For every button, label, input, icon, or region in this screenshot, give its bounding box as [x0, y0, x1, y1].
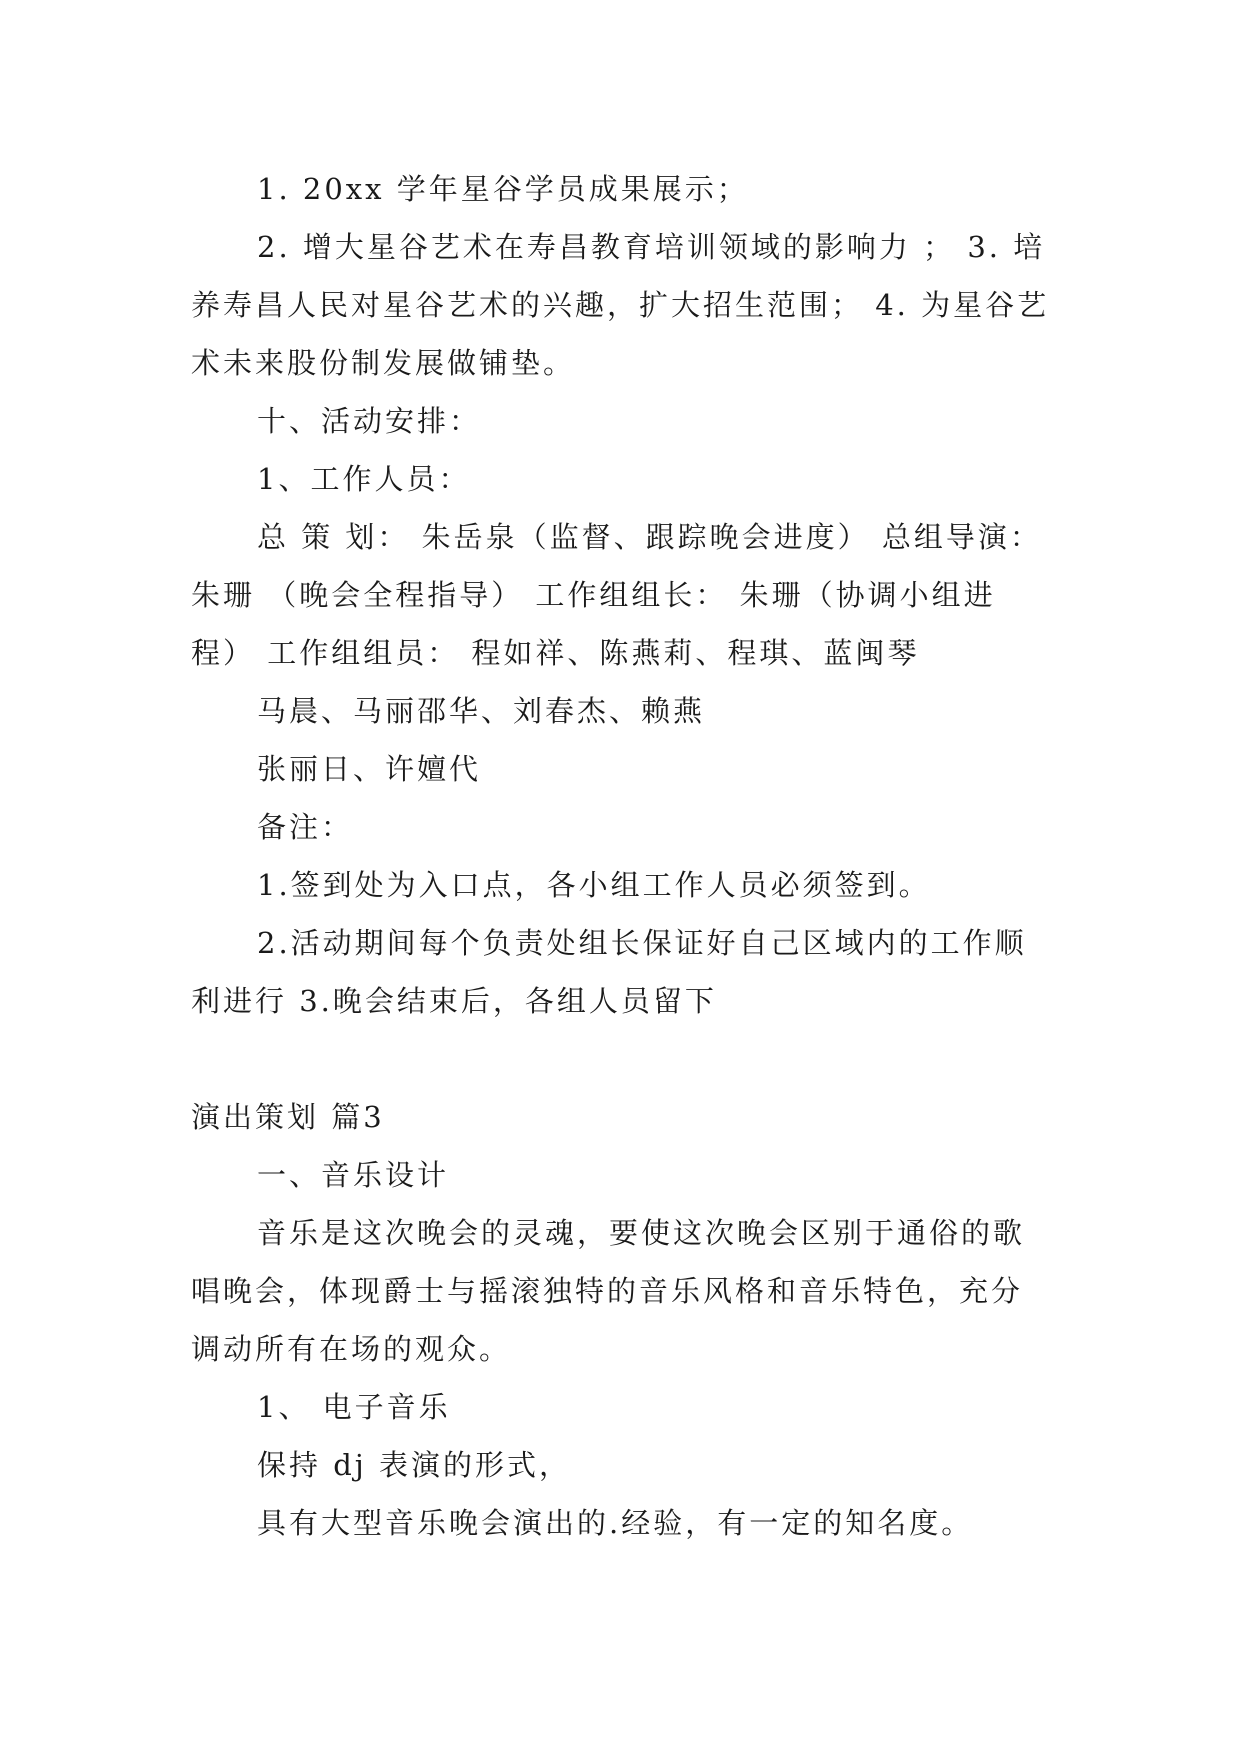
- heading-music-design: 一、音乐设计: [257, 1158, 450, 1192]
- section-title: 演出策划 篇3: [191, 1100, 385, 1134]
- heading-activity-arrangement: 十、活动安排：: [257, 404, 482, 438]
- paragraph-goal-2-4: 2. 增大星谷艺术在寿昌教育培训领域的影响力 ； 3. 培养寿昌人民对星谷艺术的兴趣，扩大招生范围； 4. 为星谷艺术未来股份制发展做铺垫。: [191, 230, 1050, 380]
- paragraph-note-1: 1.签到处为入口点，各小组工作人员必须签到。: [257, 868, 931, 902]
- document-body: [191, 160, 1051, 1552]
- paragraph-staff-members-3: 张丽日、许嬗代: [257, 752, 482, 786]
- paragraph-note-2-3: 2.活动期间每个负责处组长保证好自己区域内的工作顺利进行 3.晚会结束后，各组人员留下: [191, 926, 1027, 1018]
- heading-electronic-music: 1、 电子音乐: [257, 1390, 451, 1424]
- paragraph-staff-members-2: 马晨、马丽邵华、刘春杰、赖燕: [257, 694, 706, 728]
- paragraph-experience: 具有大型音乐晚会演出的.经验，有一定的知名度。: [257, 1506, 974, 1540]
- paragraph-music-soul: 音乐是这次晚会的灵魂，要使这次晚会区别于通俗的歌唱晚会，体现爵士与摇滚独特的音乐风格和音乐特色，充分调动所有在场的观众。: [191, 1216, 1026, 1366]
- paragraph-dj-form: 保持 dj 表演的形式，: [257, 1448, 571, 1482]
- paragraph-goal-1: 1. 20xx 学年星谷学员成果展示；: [257, 172, 749, 206]
- heading-notes: 备注：: [257, 810, 354, 844]
- paragraph-staff-roles: 总 策 划： 朱岳泉（监督、跟踪晚会进度） 总组导演：朱珊 （晚会全程指导） 工作组组长： 朱珊（协调小组进程） 工作组组员： 程如祥、陈燕莉、程琪、蓝闽琴: [191, 520, 1042, 670]
- heading-staff: 1、工作人员：: [257, 462, 471, 496]
